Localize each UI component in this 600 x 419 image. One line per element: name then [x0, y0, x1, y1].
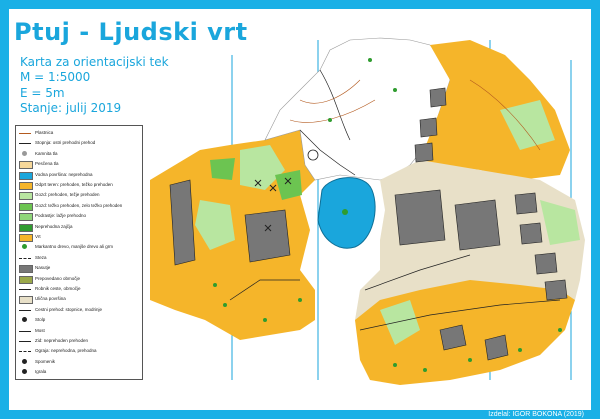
- map-subtitle: Karta za orientacijski tek: [20, 55, 169, 69]
- fill-icon: [19, 265, 33, 273]
- cliff-icon: [19, 143, 31, 144]
- legend-label: Robnik ceste, območje: [35, 286, 81, 291]
- forest2-icon: [19, 203, 33, 211]
- contour-icon: [19, 133, 31, 134]
- legend-label: Prepovedano območje: [35, 275, 81, 281]
- forest1-icon: [19, 192, 33, 200]
- legend-label: Kamnita tla: [35, 150, 58, 156]
- legend-label: Markantno drevo, manjše drevo ali grm: [35, 244, 114, 250]
- legend-label: Podrastje: lažje prehodno: [35, 213, 87, 219]
- rock-icon: [22, 151, 27, 156]
- playground-icon: [22, 369, 27, 374]
- map-scale: M = 1:5000: [20, 70, 91, 84]
- legend-label: Spomenik: [35, 358, 56, 364]
- legend-item: [19, 327, 141, 336]
- legend-label: Steza: [35, 254, 47, 260]
- legend-label: Cestni prehod: stopnice, modrinje: [35, 306, 103, 312]
- legend-label: Ograja: neprehodna, prehodna: [35, 348, 97, 354]
- legend-item: [19, 306, 141, 315]
- paved-icon: [19, 296, 33, 304]
- legend-item: [19, 223, 141, 232]
- tree-icon: [22, 244, 27, 249]
- map-status: Stanje: julij 2019: [20, 101, 122, 115]
- legend-label: Pesčena tla: [35, 161, 59, 167]
- legend-item: [19, 181, 141, 190]
- map-credit: Izdelal: IGOR BOKONA (2019): [488, 411, 584, 418]
- legend-item: [19, 243, 141, 252]
- legend-label: Vodna površina: neprehodna: [35, 171, 93, 177]
- legend-label: Stolp: [35, 317, 46, 323]
- fountain: [342, 209, 348, 215]
- legend-item: [19, 316, 141, 325]
- legend-label: Plastnica: [35, 130, 54, 135]
- water-icon: [19, 172, 33, 180]
- legend-item: [19, 139, 141, 148]
- legend-item: [19, 264, 141, 273]
- undergrowth-icon: [19, 213, 33, 221]
- legend-label: Zid: neprehoden prehoden: [35, 338, 89, 343]
- wall-icon: [19, 341, 31, 342]
- sand-icon: [19, 161, 33, 169]
- forbidden-icon: [19, 276, 33, 284]
- map-equidistance: E = 5m: [20, 86, 65, 100]
- legend-item: [19, 202, 141, 211]
- legend-item: [19, 337, 141, 346]
- legend-item: [19, 285, 141, 294]
- legend-label: Igrala: [35, 369, 47, 375]
- legend-label: Gozd: težko prehoden, zelo težko prehoden: [35, 202, 123, 208]
- map-area-north-east: [420, 40, 570, 180]
- legend-item: [19, 295, 141, 304]
- legend-item: [19, 347, 141, 356]
- tower-icon: [22, 317, 27, 322]
- bridge-icon: [19, 331, 31, 332]
- road-icon: [19, 289, 31, 290]
- legend-item: [19, 275, 141, 284]
- map-title: Ptuj - Ljudski vrt: [14, 18, 248, 46]
- legend-label: Stopnja: ostri prehodni prehod: [35, 140, 96, 146]
- legend-label: Nasutje: [35, 265, 51, 271]
- legend-label: Most: [35, 327, 45, 333]
- legend-item: [19, 358, 141, 367]
- legend-label: Vrt: [35, 234, 41, 239]
- legend-item: [19, 368, 141, 377]
- map-legend: [15, 125, 143, 380]
- vegetation-icon: [19, 224, 33, 232]
- legend-item: [19, 212, 141, 221]
- legend-label: Gozd: prehoden, težje prehoden: [35, 192, 100, 198]
- legend-item: [19, 160, 141, 169]
- legend-label: Odprt teren: prehoden, težko prehoden: [35, 182, 113, 187]
- legend-item: [19, 171, 141, 180]
- legend-label: Neprehodna zajčja: [35, 223, 73, 229]
- legend-label: Ulična površina: [35, 296, 66, 302]
- fence-icon: [19, 351, 31, 352]
- legend-item: [19, 254, 141, 263]
- legend-item: [19, 150, 141, 159]
- path-icon: [19, 258, 31, 259]
- steps-icon: [19, 310, 31, 311]
- monument-icon: [22, 359, 27, 364]
- legend-item: [19, 233, 141, 242]
- open-icon: [19, 182, 33, 190]
- garden-icon: [19, 234, 33, 242]
- monument-marker: [308, 150, 318, 160]
- legend-item: [19, 191, 141, 200]
- legend-item: [19, 129, 141, 138]
